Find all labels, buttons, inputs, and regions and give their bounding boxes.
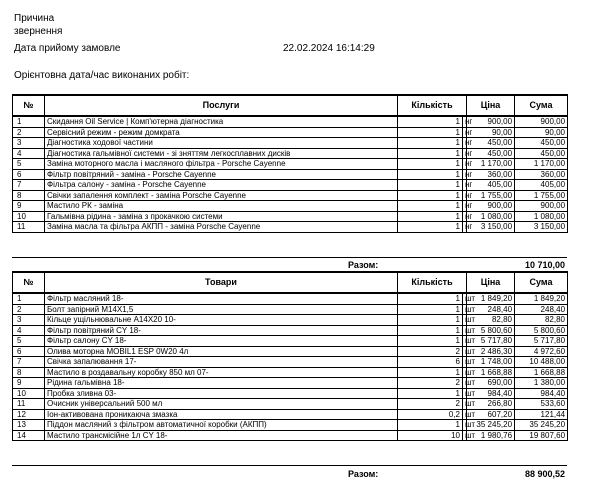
row-price: 1 755,00: [467, 190, 515, 201]
row-unit: шт: [463, 315, 467, 326]
row-name: Фільтр салону CY 18-: [45, 336, 398, 347]
row-number: 8: [13, 190, 45, 201]
row-number: 12: [13, 409, 45, 420]
row-sum: 900,00: [515, 116, 568, 127]
row-number: 3: [13, 315, 45, 326]
service-row: [13, 222, 568, 233]
row-unit: шт: [463, 430, 467, 441]
row-sum: 1 849,20: [515, 293, 568, 304]
row-number: 11: [13, 222, 45, 233]
row-unit: нг: [463, 190, 467, 201]
row-price: 607,20: [467, 409, 515, 420]
row-quantity: 1: [398, 388, 463, 399]
row-quantity: 1: [398, 222, 463, 233]
row-sum: 1 380,00: [515, 378, 568, 389]
row-sum: 900,00: [515, 201, 568, 212]
goods-row: [13, 325, 568, 336]
row-quantity: 1: [398, 116, 463, 127]
order-date-label: Дата прийому замовле: [14, 43, 121, 54]
row-unit: нг: [463, 222, 467, 233]
row-name: Болт запірний M14X1,5: [45, 304, 398, 315]
row-price: 35 245,20: [467, 420, 515, 431]
services-total-line: [12, 257, 567, 258]
row-sum: 533,60: [515, 399, 568, 410]
row-price: 900,00: [467, 116, 515, 127]
services-total-value: 10 710,00: [524, 260, 565, 270]
service-row: [13, 116, 568, 127]
estimated-completion-label: Орієнтовна дата/час виконаних робіт:: [14, 70, 190, 81]
row-name: Пробка зливна 03-: [45, 388, 398, 399]
request-reason-label: Причина: [14, 13, 55, 24]
row-unit: нг: [463, 159, 467, 170]
row-sum: 1 170,00: [515, 159, 568, 170]
row-quantity: 1: [398, 367, 463, 378]
row-name: Фільтра салону - заміна - Porsche Cayenne: [45, 180, 398, 191]
row-name: Олива моторна MOBIL1 ESP 0W20 4л: [45, 346, 398, 357]
row-quantity: 1: [398, 211, 463, 222]
row-unit: нг: [463, 138, 467, 149]
row-unit: шт: [463, 304, 467, 315]
goods-row: [13, 357, 568, 368]
row-price: 450,00: [467, 138, 515, 149]
row-name: Гальмівна рідина - заміна з прокачкою системи: [45, 211, 398, 222]
row-unit: шт: [463, 293, 467, 304]
service-row: [13, 190, 568, 201]
row-unit: шт: [463, 399, 467, 410]
row-name: Кільце ущільнювальне A14X20 10-: [45, 315, 398, 326]
row-sum: 1 080,00: [515, 211, 568, 222]
row-name: Іон-активована проникаюча змазка: [45, 409, 398, 420]
row-name: Мастило РК - заміна: [45, 201, 398, 212]
row-name: Рідина гальмівна 18-: [45, 378, 398, 389]
row-number: 10: [13, 388, 45, 399]
row-sum: 360,00: [515, 169, 568, 180]
row-number: 13: [13, 420, 45, 431]
row-number: 1: [13, 293, 45, 304]
row-number: 8: [13, 367, 45, 378]
row-unit: нг: [463, 180, 467, 191]
service-row: [13, 159, 568, 170]
row-sum: 3 150,00: [515, 222, 568, 233]
goods-table: [12, 271, 568, 441]
services-table: [12, 94, 568, 233]
row-price: 984,40: [467, 388, 515, 399]
service-row: [13, 127, 568, 138]
goods-row: [13, 420, 568, 431]
row-quantity: 6: [398, 357, 463, 368]
row-price: 90,00: [467, 127, 515, 138]
row-unit: нг: [463, 169, 467, 180]
row-price: 3 150,00: [467, 222, 515, 233]
row-number: 2: [13, 127, 45, 138]
service-row: [13, 148, 568, 159]
row-quantity: 10: [398, 430, 463, 441]
row-unit: шт: [463, 346, 467, 357]
row-sum: 5 717,80: [515, 336, 568, 347]
row-name: Фільтр масляний 18-: [45, 293, 398, 304]
row-name: Фільтр повітряний - заміна - Porsche Cayenne: [45, 169, 398, 180]
services-col-sum: Сума: [515, 95, 568, 116]
goods-row: [13, 399, 568, 410]
row-number: 4: [13, 325, 45, 336]
row-quantity: 1: [398, 180, 463, 191]
row-quantity: 2: [398, 346, 463, 357]
row-quantity: 2: [398, 399, 463, 410]
row-price: 2 486,30: [467, 346, 515, 357]
row-quantity: 1: [398, 315, 463, 326]
row-unit: нг: [463, 201, 467, 212]
row-sum: 450,00: [515, 138, 568, 149]
row-sum: 5 800,60: [515, 325, 568, 336]
row-name: Сервісний режим - режим домкрата: [45, 127, 398, 138]
row-number: 6: [13, 346, 45, 357]
service-row: [13, 201, 568, 212]
goods-total-value: 88 900,52: [524, 469, 565, 479]
row-sum: 450,00: [515, 148, 568, 159]
row-number: 7: [13, 180, 45, 191]
row-quantity: 1: [398, 201, 463, 212]
service-row: [13, 211, 568, 222]
goods-col-sum: Сума: [515, 272, 568, 293]
service-row: [13, 180, 568, 191]
goods-row: [13, 409, 568, 420]
row-price: 450,00: [467, 148, 515, 159]
row-sum: 35 245,20: [515, 420, 568, 431]
row-unit: нг: [463, 148, 467, 159]
row-price: 1 980,76: [467, 430, 515, 441]
row-sum: 10 488,00: [515, 357, 568, 368]
row-quantity: 2: [398, 378, 463, 389]
row-price: 405,00: [467, 180, 515, 191]
row-name: Мастило трансмісійне 1л CY 18-: [45, 430, 398, 441]
service-row: [13, 138, 568, 149]
row-name: Заміна масла та фільтра АКПП - заміна Porsche Cayenne: [45, 222, 398, 233]
row-quantity: 1: [398, 293, 463, 304]
row-sum: 248,40: [515, 304, 568, 315]
row-price: 1 748,00: [467, 357, 515, 368]
row-name: Очисник універсальний 500 мл: [45, 399, 398, 410]
row-name: Мастило в роздавальну коробку 850 мл 07-: [45, 367, 398, 378]
row-sum: 984,40: [515, 388, 568, 399]
row-price: 360,00: [467, 169, 515, 180]
row-name: Діагностика гальмівної системи - зі зняттям легкосплавних дисків: [45, 148, 398, 159]
row-sum: 405,00: [515, 180, 568, 191]
services-col-price: Ціна: [467, 95, 515, 116]
row-quantity: 1: [398, 190, 463, 201]
row-sum: 82,80: [515, 315, 568, 326]
row-name: Заміна моторного масла і масляного фільтра - Porsche Cayenne: [45, 159, 398, 170]
row-price: 1 080,00: [467, 211, 515, 222]
services-col-qty: Кількість: [398, 95, 467, 116]
goods-row: [13, 315, 568, 326]
row-sum: 4 972,60: [515, 346, 568, 357]
row-number: 5: [13, 159, 45, 170]
services-col-no: №: [13, 95, 45, 116]
row-unit: шт: [463, 378, 467, 389]
row-quantity: 1: [398, 159, 463, 170]
row-unit: нг: [463, 211, 467, 222]
row-number: 9: [13, 201, 45, 212]
row-quantity: 1: [398, 336, 463, 347]
goods-header-row: [13, 272, 568, 293]
row-price: 1 668,88: [467, 367, 515, 378]
row-name: Діагностика ходової частини: [45, 138, 398, 149]
row-quantity: 1: [398, 138, 463, 149]
row-quantity: 0,2: [398, 409, 463, 420]
goods-row: [13, 293, 568, 304]
goods-total-label: Разом:: [348, 469, 379, 479]
goods-row: [13, 304, 568, 315]
row-sum: 1 668,88: [515, 367, 568, 378]
order-date-value: 22.02.2024 16:14:29: [283, 43, 375, 54]
row-unit: шт: [463, 325, 467, 336]
row-number: 10: [13, 211, 45, 222]
row-number: 7: [13, 357, 45, 368]
row-sum: 121,44: [515, 409, 568, 420]
row-quantity: 1: [398, 325, 463, 336]
row-price: 5 800,60: [467, 325, 515, 336]
row-quantity: 1: [398, 169, 463, 180]
goods-col-name: Товари: [45, 272, 398, 293]
row-number: 1: [13, 116, 45, 127]
goods-row: [13, 346, 568, 357]
row-price: 900,00: [467, 201, 515, 212]
services-total-label: Разом:: [348, 260, 379, 270]
row-name: Фільтр повітряний CY 18-: [45, 325, 398, 336]
row-number: 11: [13, 399, 45, 410]
services-col-name: Послуги: [45, 95, 398, 116]
goods-row: [13, 367, 568, 378]
row-unit: шт: [463, 388, 467, 399]
goods-row: [13, 336, 568, 347]
row-number: 3: [13, 138, 45, 149]
goods-col-qty: Кількість: [398, 272, 467, 293]
row-price: 1 170,00: [467, 159, 515, 170]
services-header-row: [13, 95, 568, 116]
row-sum: 19 807,60: [515, 430, 568, 441]
row-number: 2: [13, 304, 45, 315]
row-unit: нг: [463, 127, 467, 138]
row-price: 82,80: [467, 315, 515, 326]
goods-col-price: Ціна: [467, 272, 515, 293]
row-unit: шт: [463, 336, 467, 347]
row-number: 14: [13, 430, 45, 441]
row-quantity: 1: [398, 148, 463, 159]
row-price: 1 849,20: [467, 293, 515, 304]
row-name: Скидання Oil Service | Комп'ютерна діагностика: [45, 116, 398, 127]
row-unit: нг: [463, 116, 467, 127]
row-sum: 90,00: [515, 127, 568, 138]
row-price: 266,80: [467, 399, 515, 410]
row-number: 6: [13, 169, 45, 180]
row-name: Піддон масляний з фільтром автоматичної коробки (АКПП): [45, 420, 398, 431]
row-number: 4: [13, 148, 45, 159]
row-unit: шт: [463, 357, 467, 368]
row-name: Свічки запалення комплект - заміна Porsche Cayenne: [45, 190, 398, 201]
row-name: Свічка запалювання 17-: [45, 357, 398, 368]
row-price: 248,40: [467, 304, 515, 315]
goods-col-no: №: [13, 272, 45, 293]
goods-row: [13, 388, 568, 399]
goods-total-line: [12, 465, 567, 466]
row-unit: шт: [463, 367, 467, 378]
row-unit: шт: [463, 409, 467, 420]
service-row: [13, 169, 568, 180]
row-number: 5: [13, 336, 45, 347]
request-reason-label-line2: звернення: [14, 26, 63, 37]
row-number: 9: [13, 378, 45, 389]
row-price: 5 717,80: [467, 336, 515, 347]
row-unit: шт: [463, 420, 467, 431]
row-quantity: 1: [398, 420, 463, 431]
goods-row: [13, 430, 568, 441]
row-quantity: 1: [398, 127, 463, 138]
row-price: 690,00: [467, 378, 515, 389]
goods-row: [13, 378, 568, 389]
row-sum: 1 755,00: [515, 190, 568, 201]
row-quantity: 1: [398, 304, 463, 315]
